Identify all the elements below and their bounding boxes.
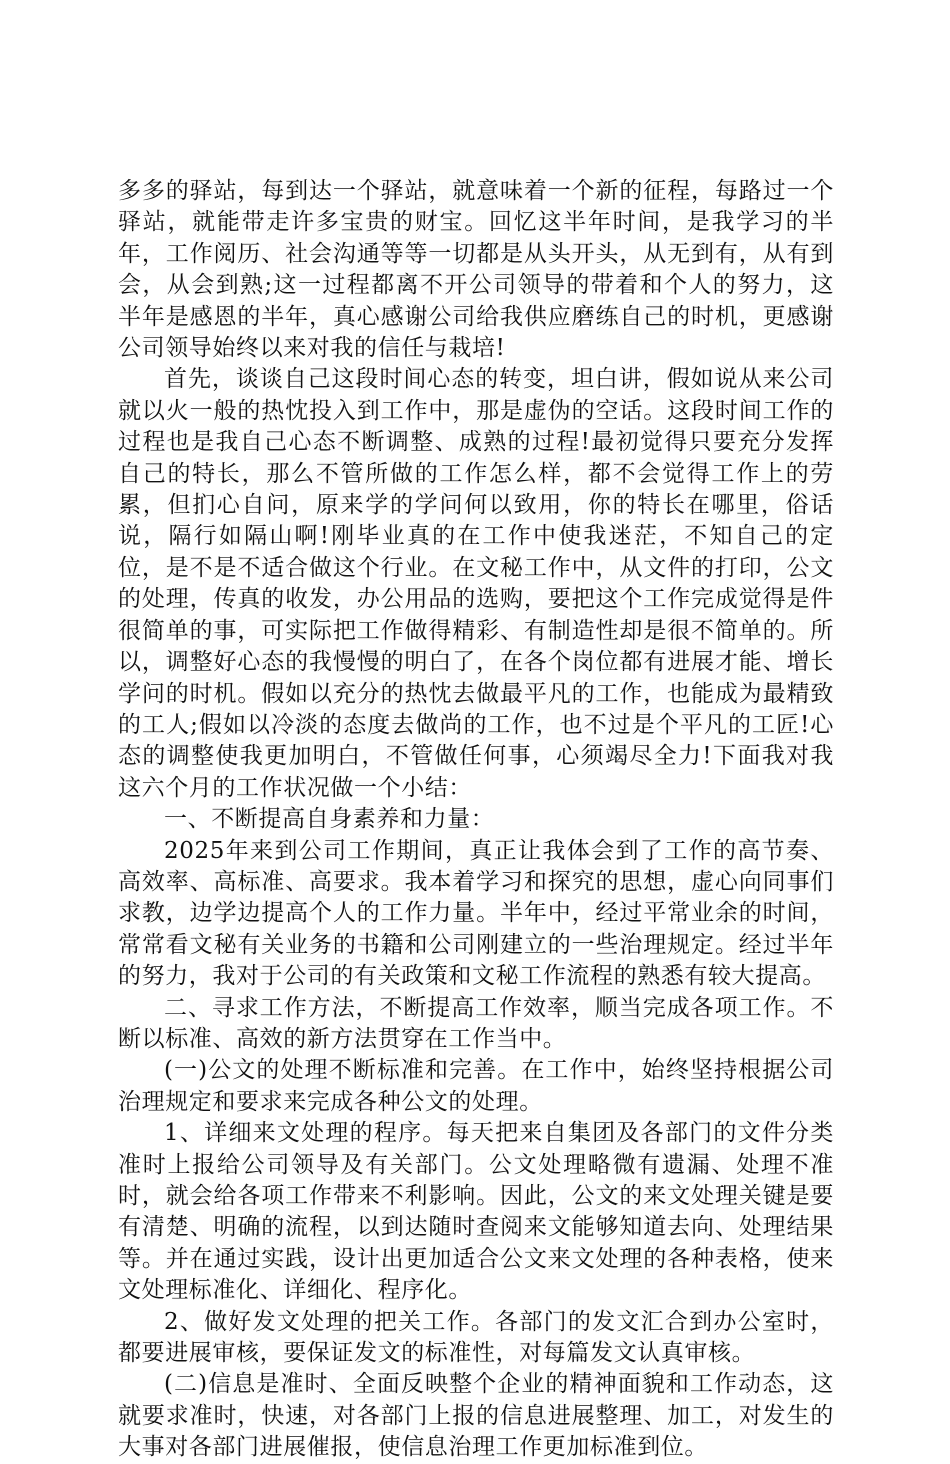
paragraph-intro-continued: 多多的驿站，每到达一个驿站，就意味着一个新的征程，每路过一个驿站，就能带走许多宝贵的财宝。回忆这半年时间，是我学习的半年，工作阅历、社会沟通等等一切都是从头开头，从无到有，从有到会，从会到熟;这一过程都离不开公司领导的带着和个人的努力，这半年是感恩的半年，真心感谢公司给我供应磨练自己的时机，更感谢公司领导始终以来对我的信任与栽培! <box>118 178 834 362</box>
paragraph-outgoing-docs: 2、做好发文处理的把关工作。各部门的发文汇合到办公室时，都要进展审核，要保证发文的标准性，对每篇发文认真审核。 <box>118 1308 834 1367</box>
section-heading-1: 一、不断提高自身素养和力量： <box>164 806 495 833</box>
paragraph-incoming-docs: 1、详细来文处理的程序。每天把来自集团及各部门的文件分类准时上报给公司领导及有关部门。公文处理略微有遗漏、处理不准时，就会给各项工作带来不利影响。因此，公文的来文处理关键是要有清楚、明确的流程，以到达随时查阅来文能够知道去向、处理结果等。并在通过实践，设计出更加适合公文来文处理的各种表格，使来文处理标准化、详细化、程序化。 <box>118 1120 834 1304</box>
paragraph-self-improvement: 2025年来到公司工作期间，真正让我体会到了工作的高节奏、高效率、高标准、高要求。我本着学习和探究的思想，虚心向同事们求教，边学边提高个人的工作力量。半年中，经过平常业余的时间，常常看文秘有关业务的书籍和公司刚建立的一些治理规定。经过半年的努力，我对于公司的有关政策和文秘工作流程的熟悉有较大提高。 <box>118 837 834 990</box>
section-heading-2: 二、寻求工作方法，不断提高工作效率，顺当完成各项工作。不断以标准、高效的新方法贯穿在工作当中。 <box>118 994 834 1052</box>
paragraph-information: (二)信息是准时、全面反映整个企业的精神面貌和工作动态，这就要求准时，快速，对各部门上报的信息进展整理、加工，对发生的大事对各部门进展催报，使信息治理工作更加标准到位。 <box>118 1371 834 1461</box>
paragraph-document-handling: (一)公文的处理不断标准和完善。在工作中，始终坚持根据公司治理规定和要求来完成各种公文的处理。 <box>118 1057 834 1115</box>
paragraph-mindset: 首先，谈谈自己这段时间心态的转变，坦白讲，假如说从来公司就以火一般的热忱投入到工作中，那是虚伪的空话。这段时间工作的过程也是我自己心态不断调整、成熟的过程!最初觉得只要充分发挥自己的特长，那么不管所做的工作怎么样，都不会觉得工作上的劳累，但扪心自问，原来学的学问何以致用，你的特长在哪里，俗话说，隔行如隔山啊!刚毕业真的在工作中使我迷茫，不知自己的定位，是不是不适合做这个行业。在文秘工作中，从文件的打印，公文的处理，传真的收发，办公用品的选购，要把这个工作完成觉得是件很简单的事，可实际把工作做得精彩、有制造性却是很不简单的。所以，调整好心态的我慢慢的明白了，在各个岗位都有进展才能、增长学问的时机。假如以充分的热忱去做最平凡的工作，也能成为最精致的工人;假如以冷淡的态度去做尚的工作，也不过是个平凡的工匠!心态的调整使我更加明白，不管做任何事，心须竭尽全力!下面我对我这六个月的工作状况做一个小结： <box>118 366 834 801</box>
